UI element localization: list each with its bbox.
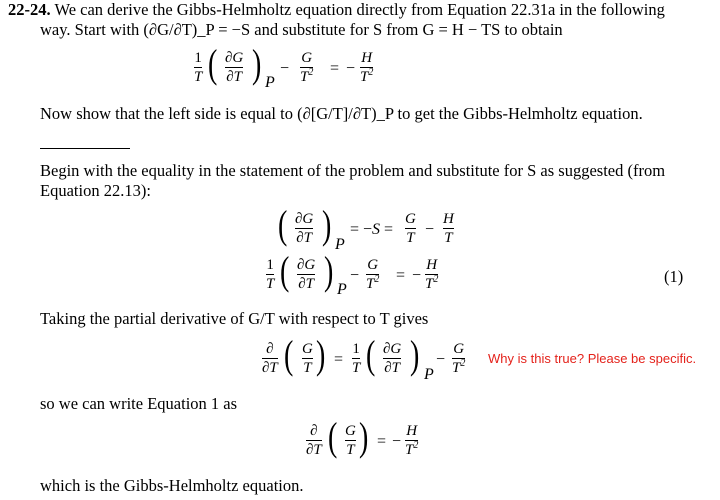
problem-line-1 <box>8 0 665 20</box>
separator-rule <box>40 148 130 149</box>
solution-intro-1: Begin with the equality in the statement of the problem and substitute for S as suggested (from <box>40 161 666 180</box>
problem-number: 22-24. <box>8 0 51 19</box>
equation-number: (1) <box>664 267 684 286</box>
annotation-question: Why is this true? Please be specific. <box>488 351 697 366</box>
problem-text-1: We can derive the Gibbs-Helmholtz equation directly from Equation 22.31a in the following <box>54 0 665 19</box>
solution-intro-2: Equation 22.13): <box>40 181 151 200</box>
closing-text: which is the Gibbs-Helmholtz equation. <box>40 476 304 495</box>
problem-line-3: Now show that the left side is equal to (∂[G/T]/∂T)_P to get the Gibbs-Helmholtz equation. <box>40 104 643 123</box>
so-we-can-write-text: so we can write Equation 1 as <box>40 394 238 413</box>
partial-derivative-text: Taking the partial derivative of G/T with respect to T gives <box>40 309 429 328</box>
problem-line-2: way. Start with (∂G/∂T)_P = −S and substitute for S from G = H − TS to obtain <box>40 20 563 39</box>
